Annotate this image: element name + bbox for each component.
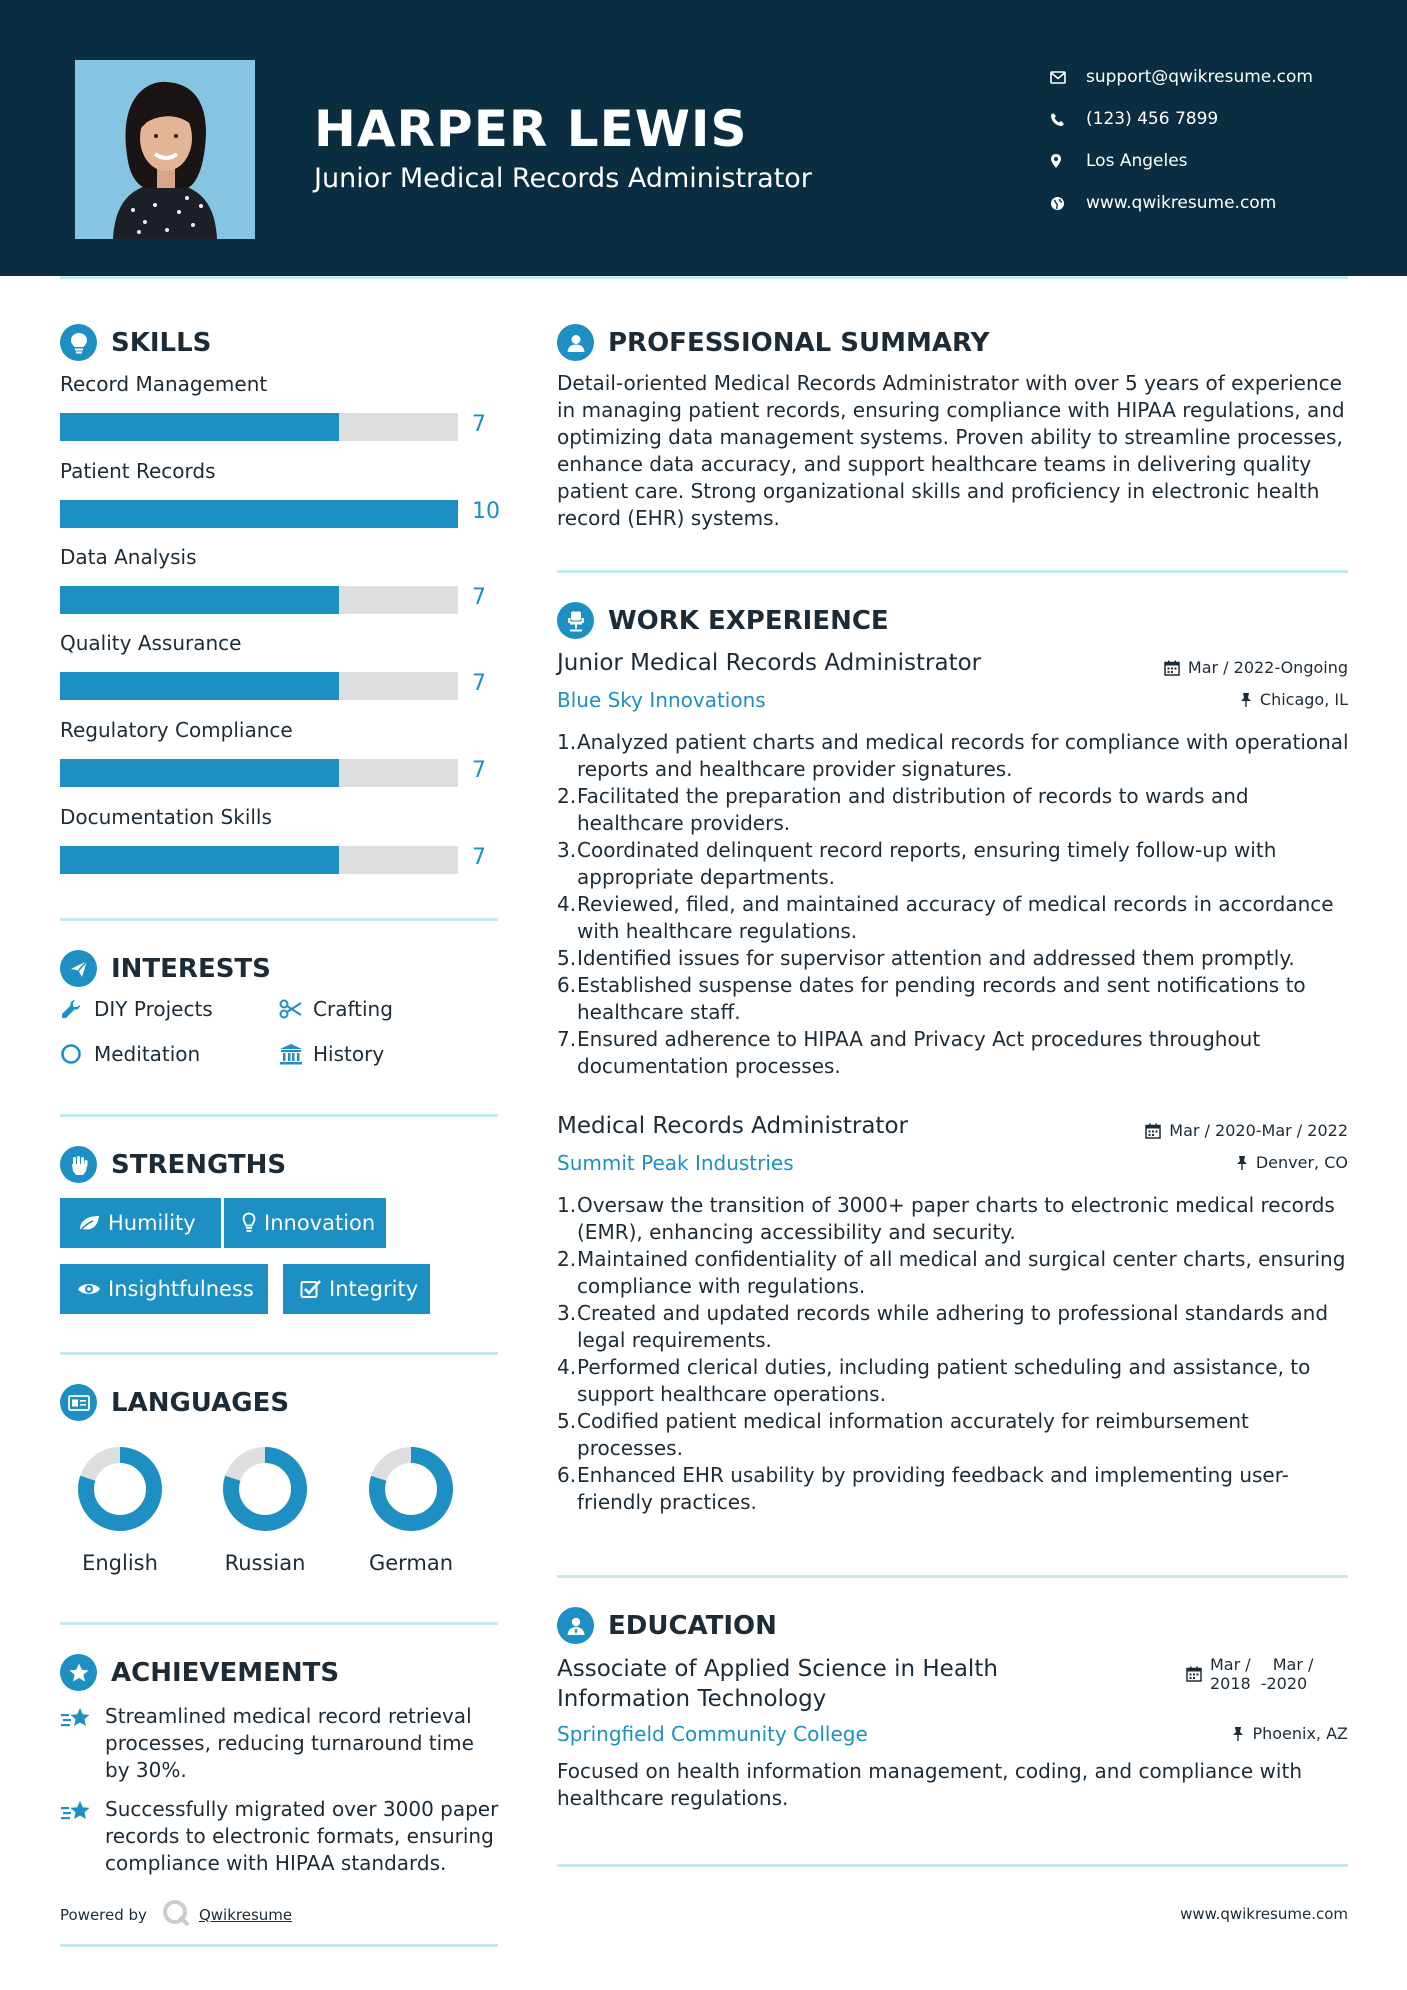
contact-website[interactable]: www.qwikresume.com: [1050, 182, 1370, 224]
list-item: 3. Created and updated records while adhering to professional standards and legal requirements.: [557, 1301, 1329, 1352]
achievements-heading: ACHIEVEMENTS: [60, 1654, 339, 1691]
interest-item: History: [279, 1042, 384, 1066]
contact-location: Los Angeles: [1050, 140, 1370, 182]
leaf-icon: [70, 1213, 108, 1233]
language-ring: [221, 1445, 309, 1533]
globe-icon: [1050, 196, 1086, 211]
phone-icon: [1050, 112, 1086, 127]
skill-item: [60, 372, 500, 437]
job-dates: Mar / 2020-Mar / 2022: [1145, 1121, 1348, 1140]
experience-heading: WORK EXPERIENCE: [557, 602, 889, 639]
skill-value: 7: [472, 412, 486, 437]
list-item: 1. Oversaw the transition of 3000+ paper charts to electronic medical records (EMR), enhancing accessibility and security.: [557, 1193, 1335, 1244]
job-bullets: [557, 1192, 1357, 1516]
skill-bar: [60, 413, 458, 441]
candidate-name: HARPER LEWIS: [314, 100, 748, 158]
list-item: 1. Analyzed patient charts and medical records for compliance with operational reports and healthcare provider signatures.: [557, 730, 1349, 781]
list-item: 5. Codified patient medical information accurately for reimbursement processes.: [557, 1409, 1249, 1460]
skill-bar-fill: [60, 413, 339, 441]
education-dates: Mar / 2018 Mar / -2020: [1186, 1655, 1313, 1693]
skill-bar: [60, 586, 458, 614]
job-dates: Mar / 2022-Ongoing: [1164, 658, 1348, 677]
contact-block: [1050, 56, 1370, 224]
calendar-icon: [1186, 1666, 1202, 1682]
envelope-icon: [1050, 71, 1086, 84]
language-name: German: [368, 1551, 454, 1575]
school-name[interactable]: Springfield Community College: [557, 1722, 868, 1746]
museum-icon: [279, 1043, 313, 1065]
interest-item: DIY Projects: [60, 997, 213, 1021]
skill-bar: [60, 500, 458, 528]
skill-value: 7: [472, 585, 486, 610]
achievement-text: Streamlined medical record retrieval processes, reducing turnaround time by 30%.: [105, 1704, 474, 1782]
skill-label: Quality Assurance: [60, 631, 242, 655]
user-icon: [557, 324, 594, 361]
section-divider: [557, 1864, 1348, 1867]
language-item: [50, 1445, 190, 1575]
qwikresume-logo-icon: [161, 1898, 191, 1932]
pushpin-icon: [1236, 1155, 1248, 1171]
list-item: 2. Facilitated the preparation and distribution of records to wards and healthcare providers.: [557, 784, 1249, 835]
section-divider: [557, 1575, 1348, 1578]
skill-value: 10: [472, 499, 500, 524]
list-item: 7. Ensured adherence to HIPAA and Privacy Act procedures throughout documentation processes.: [557, 1027, 1261, 1078]
skill-value: 7: [472, 845, 486, 870]
skill-item: [60, 545, 500, 610]
list-item: 5. Identified issues for supervisor attention and addressed them promptly.: [557, 946, 1295, 970]
skill-bar-fill: [60, 846, 339, 874]
section-divider: [60, 1622, 498, 1625]
job-location: Denver, CO: [1236, 1153, 1348, 1172]
section-divider: [60, 918, 498, 921]
skill-value: 7: [472, 671, 486, 696]
pushpin-icon: [1240, 692, 1252, 708]
star-icon: [60, 1654, 97, 1691]
id-card-icon: [60, 1384, 97, 1421]
skill-label: Record Management: [60, 372, 268, 396]
list-item: 4. Reviewed, filed, and maintained accuracy of medical records in accordance with healthcare regulations.: [557, 892, 1334, 943]
candidate-title: Junior Medical Records Administrator: [314, 163, 812, 194]
company-name[interactable]: Summit Peak Industries: [557, 1151, 794, 1175]
lightbulb-icon: [60, 324, 97, 361]
skill-bar: [60, 759, 458, 787]
skill-label: Data Analysis: [60, 545, 197, 569]
skill-bar-fill: [60, 586, 339, 614]
strength-tag: Insightfulness: [60, 1264, 268, 1314]
qwikresume-link[interactable]: Qwikresume: [198, 1906, 293, 1924]
achievement-text: Successfully migrated over 3000 paper records to electronic formats, ensuring compliance with HIPAA standards.: [105, 1797, 499, 1875]
job-location: Chicago, IL: [1240, 690, 1348, 709]
pushpin-icon: [1232, 1726, 1244, 1742]
scissors-icon: [279, 999, 313, 1019]
skill-label: Patient Records: [60, 459, 216, 483]
skill-bar-fill: [60, 759, 339, 787]
skill-label: Regulatory Compliance: [60, 718, 293, 742]
language-ring: [76, 1445, 164, 1533]
section-divider: [60, 1114, 498, 1117]
list-item: 4. Performed clerical duties, including patient scheduling and assistance, to support healthcare operations.: [557, 1355, 1311, 1406]
skill-item: [60, 459, 500, 524]
job-bullets: [557, 729, 1357, 1080]
skill-bar-fill: [60, 672, 339, 700]
education-heading: EDUCATION: [557, 1607, 777, 1644]
summary-heading: PROFESSIONAL SUMMARY: [557, 324, 989, 361]
company-name[interactable]: Blue Sky Innovations: [557, 688, 766, 712]
calendar-icon: [1164, 660, 1180, 676]
achievement-item: [60, 1796, 500, 1877]
language-name: Russian: [224, 1551, 306, 1575]
header-divider: [60, 276, 1348, 279]
list-item: 6. Enhanced EHR usability by providing feedback and implementing user-friendly practices.: [557, 1463, 1289, 1514]
footer-website[interactable]: www.qwikresume.com: [1180, 1905, 1348, 1923]
education-location: Phoenix, AZ: [1232, 1724, 1348, 1743]
section-divider: [557, 570, 1348, 573]
skill-label: Documentation Skills: [60, 805, 272, 829]
contact-phone[interactable]: (123) 456 7899: [1050, 98, 1370, 140]
list-item: 3. Coordinated delinquent record reports, ensuring timely follow-up with appropriate departments.: [557, 838, 1277, 889]
office-chair-icon: [557, 602, 594, 639]
checkbox-icon: [293, 1279, 329, 1299]
section-divider: [60, 1944, 498, 1947]
profile-photo: [75, 60, 255, 239]
eye-icon: [70, 1281, 108, 1297]
strength-tag: Humility: [60, 1198, 221, 1248]
lightbulb-icon: [234, 1212, 264, 1234]
degree-title: Associate of Applied Science in Health Information Technology: [557, 1656, 998, 1712]
strengths-heading: STRENGTHS: [60, 1146, 286, 1183]
job-title: Medical Records Administrator: [557, 1113, 908, 1139]
paper-plane-icon: [60, 950, 97, 987]
footer-powered-by: Powered by Qwikresume: [60, 1898, 292, 1932]
language-ring: [367, 1445, 455, 1533]
contact-email[interactable]: support@qwikresume.com: [1050, 56, 1370, 98]
skills-heading: SKILLS: [60, 324, 211, 361]
resume-header: [0, 0, 1407, 276]
graduate-icon: [557, 1607, 594, 1644]
language-item: [341, 1445, 481, 1575]
shooting-star-icon: [60, 1796, 105, 1877]
education-description: Focused on health information management, coding, and compliance with healthcare regulations.: [557, 1759, 1302, 1810]
list-item: 6. Established suspense dates for pending records and sent notifications to healthcare staff.: [557, 973, 1306, 1024]
language-name: English: [82, 1551, 158, 1575]
job-title: Junior Medical Records Administrator: [557, 650, 982, 676]
strength-tag: Innovation: [224, 1198, 386, 1248]
summary-text: Detail-oriented Medical Records Administrator with over 5 years of experience in managing patient records, ensuring compliance with HIPAA regulations, and optimizing data management systems. Proven ability to streamline processes, enhance data accuracy, and support healthcare teams in delivering quality patient care. Strong organizational skills and proficiency in electronic health record (EHR) systems.: [557, 371, 1345, 530]
section-divider: [60, 1352, 498, 1355]
skill-value: 7: [472, 758, 486, 783]
shooting-star-icon: [60, 1703, 105, 1784]
skill-bar: [60, 672, 458, 700]
achievement-item: [60, 1703, 500, 1784]
interest-item: Meditation: [60, 1042, 200, 1066]
skill-bar-fill: [60, 500, 458, 528]
wrench-icon: [60, 998, 94, 1020]
language-item: [195, 1445, 335, 1575]
raised-fist-icon: [60, 1146, 97, 1183]
calendar-icon: [1145, 1123, 1161, 1139]
location-pin-icon: [1050, 153, 1086, 169]
circle-icon: [60, 1043, 94, 1065]
list-item: 2. Maintained confidentiality of all medical and surgical center charts, ensuring compliance with regulations.: [557, 1247, 1346, 1298]
strength-tag: Integrity: [283, 1264, 430, 1314]
skill-item: [60, 718, 500, 783]
languages-heading: LANGUAGES: [60, 1384, 289, 1421]
interests-heading: INTERESTS: [60, 950, 271, 987]
skill-item: [60, 805, 500, 870]
skill-bar: [60, 846, 458, 874]
interest-item: Crafting: [279, 997, 393, 1021]
skill-item: [60, 631, 500, 696]
